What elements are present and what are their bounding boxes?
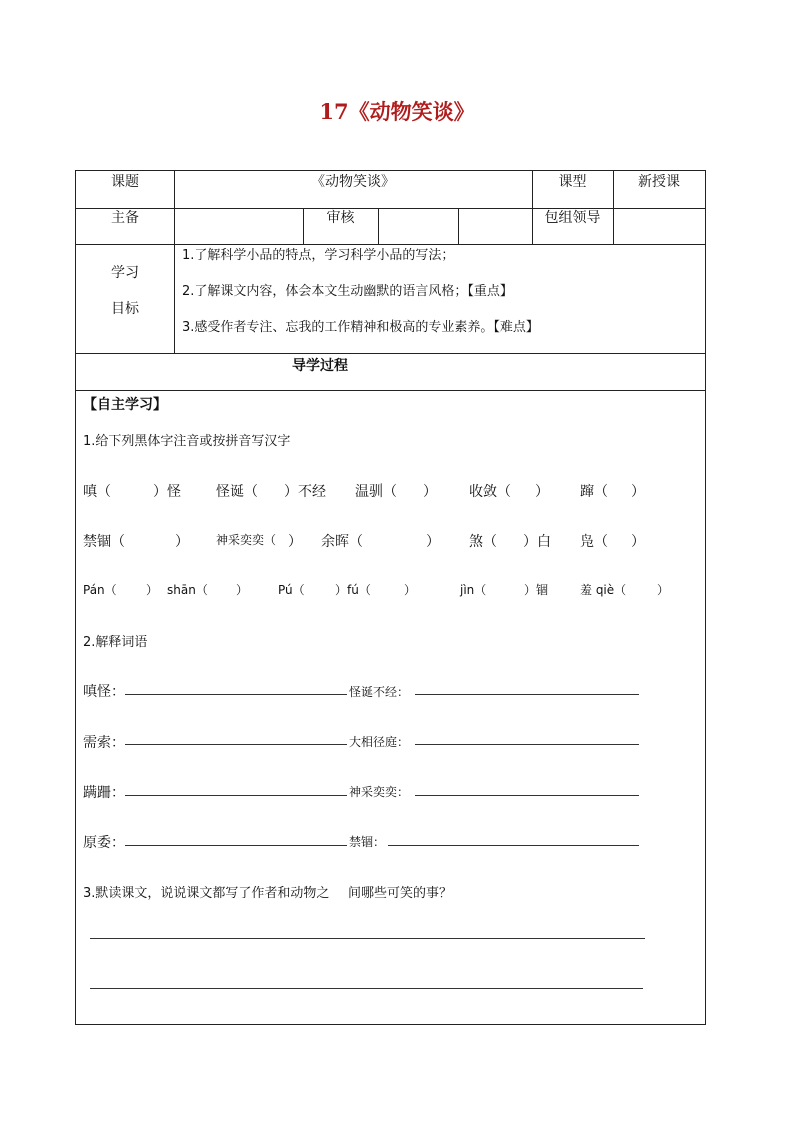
blank-item: 蹿（ [580, 484, 608, 500]
pinyin-row-2 [83, 531, 683, 551]
blank-item: 余晖（ [321, 534, 363, 550]
page-title: 17《动物笑谈》 [319, 99, 475, 124]
blank-item: ） [423, 484, 437, 500]
term-label: 需索： [83, 735, 125, 751]
goal-item: 3.感受作者专注、忘我的工作精神和极高的专业素养。【难点】 [182, 320, 539, 335]
blank-item: ）锢 [524, 583, 549, 597]
answer-line [125, 744, 347, 745]
blank-item: 收敛（ [469, 484, 511, 500]
term-label: 原委： [83, 835, 125, 851]
answer-line [415, 744, 639, 745]
answer-line [90, 938, 645, 939]
blank-item: 神采奕奕（ [216, 533, 277, 547]
term-label: 大相径庭： [349, 735, 410, 749]
pinyin-row-1 [83, 481, 683, 501]
blank-item: ） [288, 534, 302, 550]
blank-item: Pú（ [278, 583, 305, 597]
blank-item: 温驯（ [355, 484, 397, 500]
term-label: 神采奕奕： [349, 785, 410, 799]
blank-item: ）fú（ [335, 583, 371, 597]
blank-item: ）不经 [284, 484, 326, 500]
blank-item: ） [631, 484, 645, 500]
blank-item: Pán（ [83, 583, 117, 597]
answer-line [388, 845, 639, 846]
blank-item: ） [236, 583, 249, 597]
blank-item: ） [146, 583, 159, 597]
blank-item: shān（ [167, 583, 208, 597]
answer-line [125, 795, 347, 796]
question-2: 2.解释词语 [83, 635, 148, 650]
process-title: 导学过程 [292, 358, 348, 374]
term-label: 蹒跚： [83, 785, 125, 801]
blank-item: ） [175, 534, 189, 550]
blank-item: 煞（ [469, 534, 497, 550]
blank-item: ） [631, 534, 645, 550]
self-study-heading: 【自主学习】 [83, 397, 167, 413]
blank-item: ） [426, 534, 440, 550]
type-label: 课型 [558, 174, 587, 190]
answer-line [125, 694, 347, 695]
question-3-part-2: 间哪些可笑的事？ [348, 886, 453, 901]
goal-item: 2.了解课文内容，体会本文生动幽默的语言风格；【重点】 [182, 284, 513, 299]
answer-line [125, 845, 347, 846]
blank-item: jìn（ [460, 583, 487, 597]
term-label: 嗔怪： [83, 684, 125, 700]
blank-item: 羞 qiè（ [580, 583, 627, 597]
blank-item: 怪诞（ [216, 484, 258, 500]
blank-item: ）白 [523, 534, 551, 550]
lead-label: 主备 [111, 210, 139, 226]
blank-item: 禁锢（ [83, 534, 125, 550]
term-label: 禁锢： [349, 835, 386, 849]
review-label: 审核 [326, 210, 355, 226]
term-label: 怪诞不经： [349, 685, 410, 699]
blank-item: 凫（ [580, 534, 608, 550]
topic-value: 《动物笑谈》 [311, 174, 395, 190]
blank-item: ） [404, 583, 417, 597]
goals-label-1: 学习 [111, 265, 139, 281]
question-3-part-1: 3.默读课文，说说课文都写了作者和动物之 [83, 886, 330, 901]
blank-item: 嗔（ [83, 484, 111, 500]
goal-item: 1.了解科学小品的特点，学习科学小品的写法； [182, 248, 455, 263]
group-leader-label: 包组领导 [544, 210, 601, 226]
type-value: 新授课 [638, 174, 680, 190]
question-1: 1.给下列黑体字注音或按拼音写汉字 [83, 434, 291, 449]
topic-label: 课题 [111, 174, 139, 190]
blank-item: ） [657, 583, 670, 597]
answer-line [90, 988, 643, 989]
answer-line [415, 694, 639, 695]
blank-item: ）怪 [153, 484, 181, 500]
answer-line [415, 795, 639, 796]
pinyin-row-3 [83, 581, 683, 601]
goals-label-2: 目标 [111, 301, 139, 317]
blank-item: ） [535, 484, 549, 500]
